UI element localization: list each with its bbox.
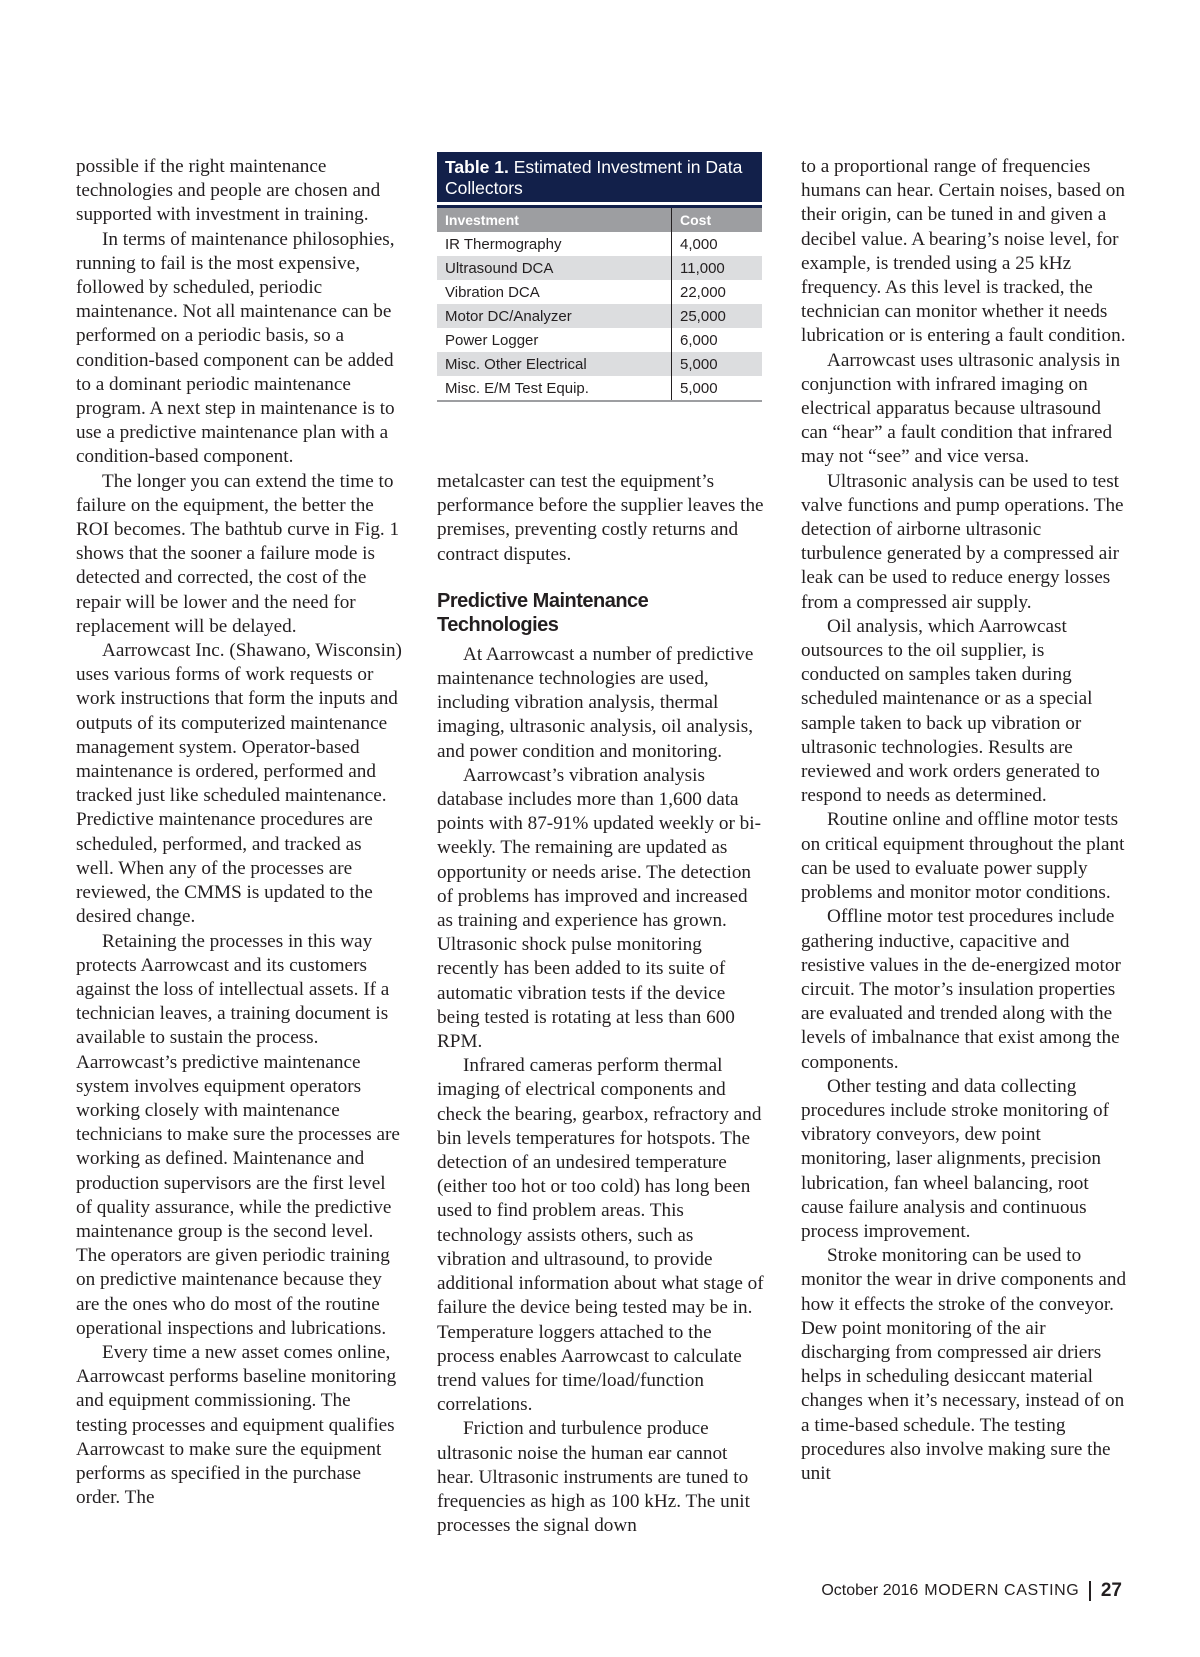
table-title-text: Estimated Investment in Data Collectors <box>445 157 743 198</box>
paragraph: Aarrowcast’s vibration analysis database includes more than 1,600 data points with 87-91% updated weekly or bi-weekly. The remaining are updated as opportunity or needs arise. The detection of problems has improved and increased as training and experience has grown. Ultrasonic shock pulse monitoring recently has been added to its suite of automatic vibration tests if the device being tested is rotating at less than 600 RPM. <box>437 764 761 1053</box>
table-title <box>437 152 762 205</box>
paragraph: metalcaster can test the equipment’s performance before the supplier leaves the premises, preventing costly returns and contract disputes. <box>437 471 764 565</box>
paragraph: Aarrowcast uses ultrasonic analysis in conjunction with infrared imaging on electrical apparatus because ultrasound can “hear” a fault condition that infrared may not “see” and vice versa. <box>801 349 1121 468</box>
paragraph: Routine online and offline motor tests on critical equipment throughout the plant can be used to evaluate power supply problems and monitor motor conditions. <box>801 809 1125 904</box>
paragraph: At Aarrowcast a number of predictive maintenance technologies are used, including vibration analysis, thermal imaging, ultrasonic analysis, oil analysis, and power condition and monitoring. <box>437 643 754 762</box>
paragraph: Other testing and data collecting procedures include stroke monitoring of vibratory conveyors, dew point monitoring, laser alignments, precision lubrication, fan wheel balancing, root cause failure analysis and continuous process improvement. <box>801 1075 1109 1242</box>
cost-cell: 22,000 <box>672 280 763 304</box>
column-header-investment: Investment <box>437 208 672 232</box>
investment-cell: Motor DC/Analyzer <box>437 304 672 328</box>
cost-cell: 11,000 <box>672 256 763 280</box>
table-row <box>437 376 762 401</box>
investment-cell: IR Thermography <box>445 235 562 253</box>
table-row <box>437 304 762 328</box>
footer-divider <box>1089 1581 1091 1601</box>
investment-cell: Misc. Other Electrical <box>437 352 672 376</box>
paragraph: In terms of maintenance philosophies, running to fail is the most expensive, followed by scheduled, periodic maintenance. Not all maintenance can be performed on a periodic basis, so a condition-based component can be added to a dominant periodic maintenance program. A next step in maintenance is to use a predictive maintenance plan with a condition-based component. <box>76 228 395 468</box>
footer-magazine: MODERN CASTING <box>924 1582 1080 1599</box>
cost-cell: 6,000 <box>672 328 763 352</box>
paragraph: Offline motor test procedures include gathering inductive, capacitive and resistive values in the de-energized motor circuit. The motor’s insulation properties are evaluated and trended along with the levels of imbalnance that exist among the components. <box>801 906 1121 1073</box>
investment-cell: Power Logger <box>445 331 539 349</box>
table-header-row <box>437 208 762 232</box>
paragraph: Retaining the processes in this way protects Aarrowcast and its customers against the loss of intellectual assets. If a technician leaves, a training document is available to sustain the process. Aarrowcast’s predictive maintenance system involves equipment operators working closely with maintenance technicians to make sure the processes are working as defined. Maintenance and production supervisors are the first level of quality assurance, while the predictive maintenance group is the second level. The operators are given periodic training on predictive maintenance because they are the ones who do most of the routine operational inspections and lubrications. <box>76 930 400 1339</box>
table-row <box>437 232 762 256</box>
table-title-label: Table 1. <box>445 157 509 177</box>
paragraph: Stroke monitoring can be used to monitor the wear in drive components and how it effects the stroke of the conveyor. Dew point monitoring of the air discharging from compressed air driers helps in scheduling desiccant material changes when it’s necessary, instead of on a time-based schedule. The testing procedures also involve making sure the unit <box>801 1245 1127 1484</box>
page-footer <box>821 1580 1122 1602</box>
investment-cell: Ultrasound DCA <box>437 256 672 280</box>
paragraph: Oil analysis, which Aarrowcast outsources to the oil supplier, is conducted on samples taken during scheduled maintenance or as a special sample taken to back up vibration or ultrasonic technologies. Results are reviewed and work orders generated to respond to needs as determined. <box>801 615 1100 807</box>
paragraph: Friction and turbulence produce ultrasonic noise the human ear cannot hear. Ultrasonic instruments are tuned to frequencies as high as 100 kHz. The unit processes the signal down <box>437 1418 750 1537</box>
cost-cell: 25,000 <box>672 304 763 328</box>
column-2 <box>437 470 767 1538</box>
section-heading: Predictive Maintenance Technologies <box>437 589 649 636</box>
column-header-cost: Cost <box>672 208 763 232</box>
column-3 <box>801 155 1127 1486</box>
table-row <box>437 328 762 352</box>
paragraph: Ultrasonic analysis can be used to test valve functions and pump operations. The detection of airborne ultrasonic turbulence generated by a compressed air leak can be used to reduce energy losses from a compressed air supply. <box>801 470 1124 613</box>
investment-cell: Vibration DCA <box>445 283 540 301</box>
data-table <box>437 208 762 402</box>
cost-cell: 4,000 <box>672 232 763 256</box>
footer-date: October 2016 <box>821 1582 919 1599</box>
page-number: 27 <box>1100 1580 1122 1601</box>
paragraph: The longer you can extend the time to failure on the equipment, the better the ROI becomes. The bathtub curve in Fig. 1 shows that the sooner a failure mode is detected and corrected, the cost of the repair will be lower and the need for replacement will be delayed. <box>76 470 400 637</box>
investment-cell: Misc. E/M Test Equip. <box>437 376 672 401</box>
table-row <box>437 352 762 376</box>
table-row <box>437 256 762 280</box>
paragraph: Aarrowcast Inc. (Shawano, Wisconsin) uses various forms of work requests or work instructions that form the inputs and outputs of its computerized maintenance management system. Operator-based maintenance is ordered, performed and tracked just like scheduled maintenance. Predictive maintenance procedures are scheduled, performed, and tracked as well. When any of the processes are reviewed, the CMMS is updated to the desired change. <box>76 640 402 928</box>
investment-table <box>437 152 762 402</box>
paragraph: Every time a new asset comes online, Aarrowcast performs baseline monitoring and equipment commissioning. The testing processes and equipment qualifies Aarrowcast to make sure the equipment performs as specified in the purchase order. The <box>76 1341 397 1509</box>
cost-cell: 5,000 <box>672 376 763 401</box>
paragraph: possible if the right maintenance technologies and people are chosen and supported with investment in training. <box>76 156 381 226</box>
cost-cell: 5,000 <box>672 352 763 376</box>
table-row <box>437 280 762 304</box>
paragraph: to a proportional range of frequencies humans can hear. Certain noises, based on their origin, can be tuned in and given a decibel value. A bearing’s noise level, for example, is trended using a 25 kHz frequency. As this level is tracked, the technician can monitor whether it needs lubrication or is entering a fault condition. <box>801 156 1126 347</box>
paragraph: Infrared cameras perform thermal imaging of electrical components and check the bearing, gearbox, refractory and bin levels temperatures for hotspots. The detection of an undesired temperature (either too hot or too cold) has long been used to find problem areas. This technology assists others, such as vibration and ultrasound, to provide additional information about what stage of failure the device being tested may be in. Temperature loggers attached to the process enables Aarrowcast to calculate trend values for time/load/function correlations. <box>437 1055 764 1416</box>
column-1 <box>76 155 402 1510</box>
